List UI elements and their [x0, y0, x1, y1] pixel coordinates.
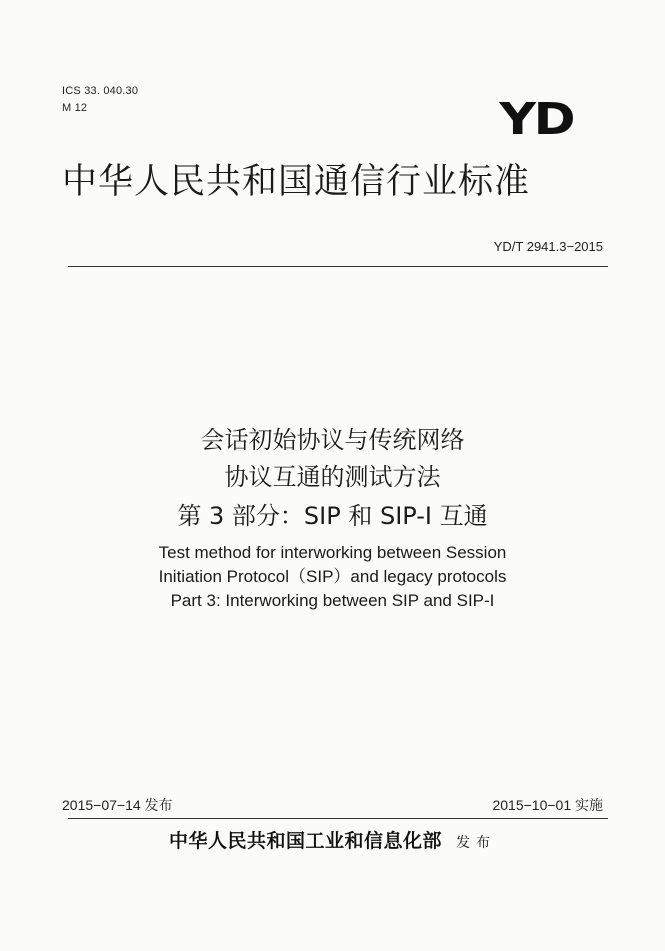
issue-date: 2015−07−14 发布	[62, 797, 173, 813]
english-title-line-3: Part 3: Interworking between SIP and SIP-I	[170, 591, 495, 610]
standard-category-title: 中华人民共和国通信行业标准	[62, 162, 531, 202]
chinese-title-line-3: 第 3 部分：SIP 和 SIP-I 互通	[177, 502, 488, 530]
publisher-line	[0, 826, 665, 853]
ics-code: ICS 33. 040.30	[62, 85, 139, 97]
publisher-release-label: 发布	[456, 835, 496, 851]
english-title-line-2: Initiation Protocol（SIP）and legacy protocols	[158, 567, 507, 586]
classification-codes	[62, 83, 138, 117]
header-divider	[68, 266, 608, 267]
publisher-organization: 中华人民共和国工业和信息化部	[168, 830, 442, 852]
yd-logo: YD	[498, 94, 573, 145]
chinese-title-line-2: 协议互通的测试方法	[224, 463, 441, 491]
implementation-date: 2015−10−01 实施	[492, 797, 603, 813]
footer-divider	[68, 818, 608, 819]
english-title-line-1: Test method for interworking between Session	[158, 543, 507, 562]
standard-number: YD/T 2941.3−2015	[493, 239, 603, 254]
ccs-code: M 12	[62, 102, 88, 114]
chinese-title-line-1: 会话初始协议与传统网络	[200, 426, 465, 454]
